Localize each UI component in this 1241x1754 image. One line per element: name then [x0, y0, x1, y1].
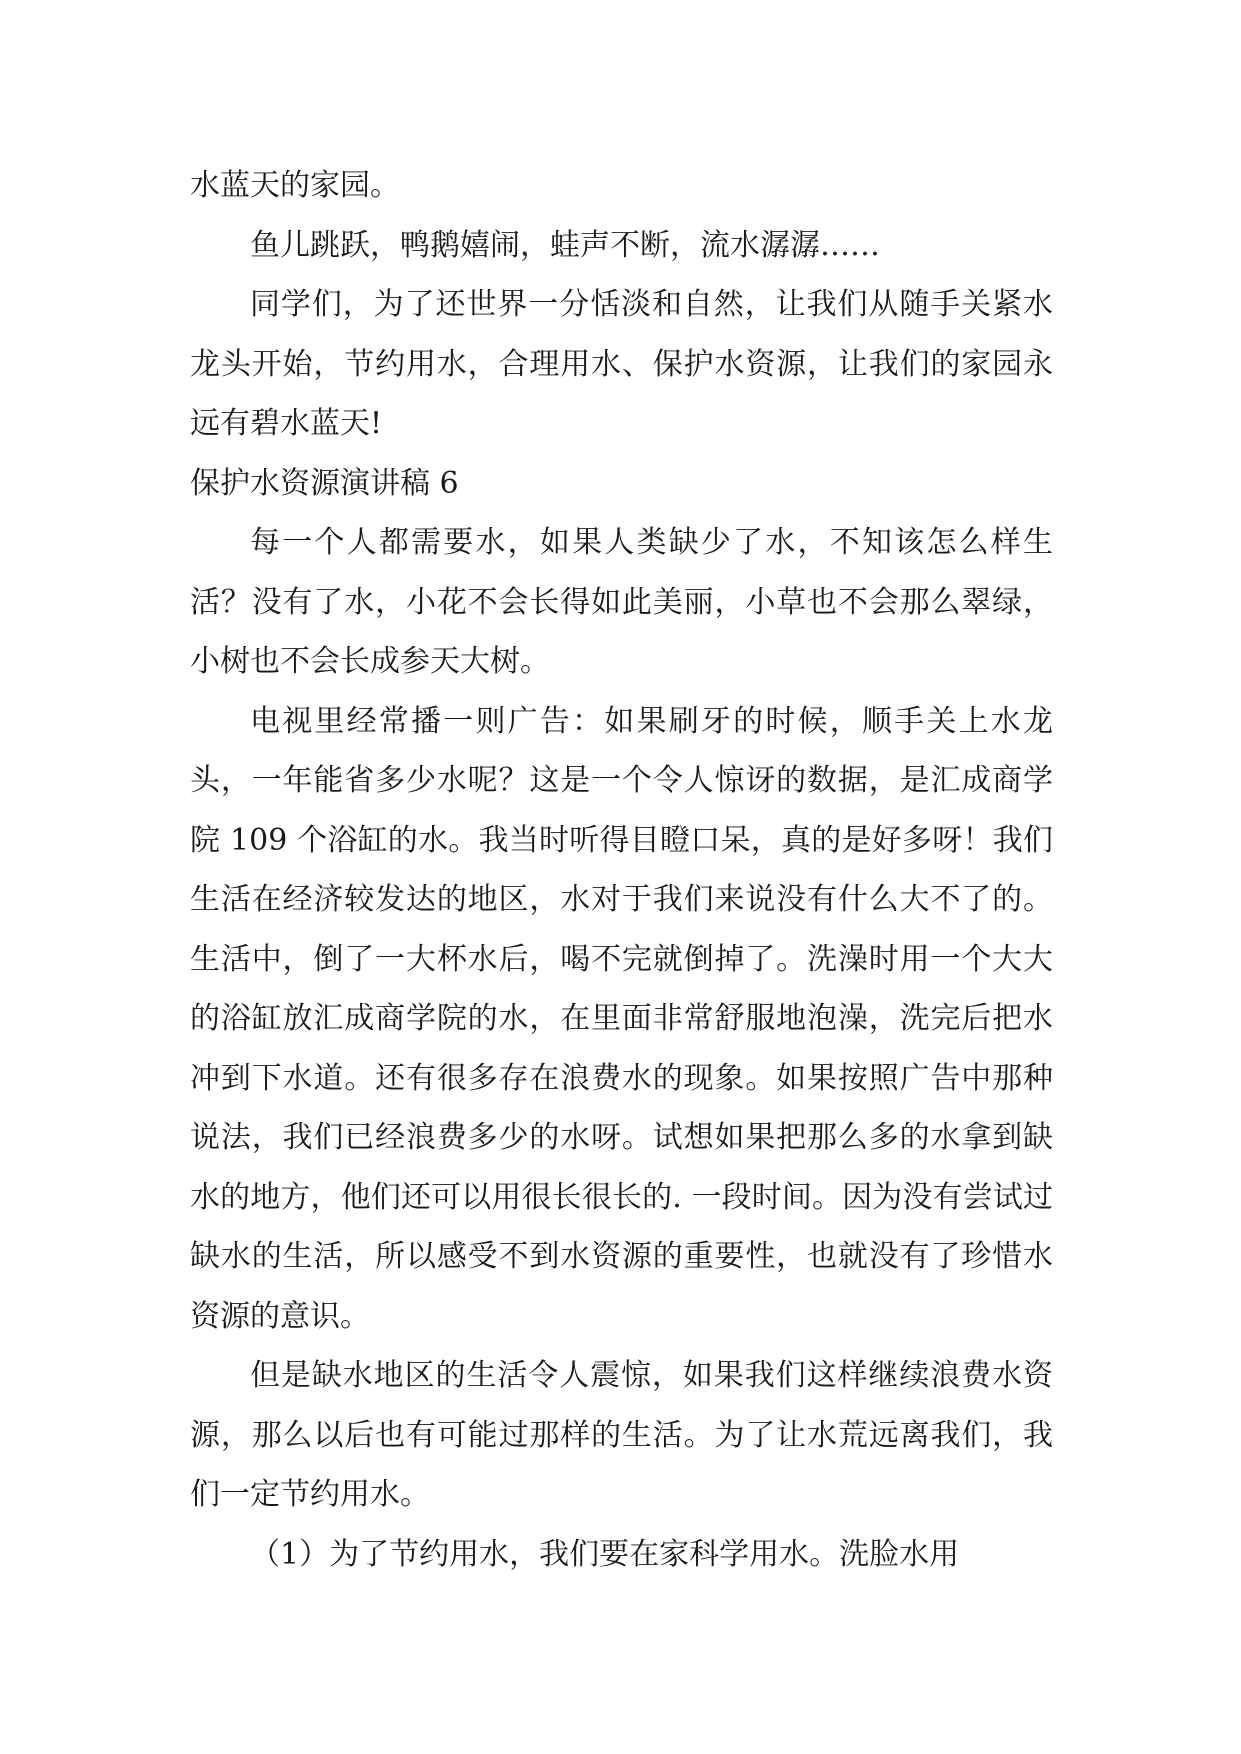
document-body: [190, 156, 1053, 1584]
paragraph-call-to-action: 同学们，为了还世界一分恬淡和自然，让我们从随手关紧水龙头开始，节约用水，合理用水、保护水资源，让我们的家园永远有碧水蓝天!: [190, 287, 1053, 441]
paragraph-water-shortage: 但是缺水地区的生活令人震惊，如果我们这样继续浪费水资源，那么以后也有可能过那样的生活。为了让水荒远离我们，我们一定节约用水。: [190, 1358, 1053, 1512]
list-item-1: （1）为了节约用水，我们要在家科学用水。洗脸水用: [250, 1536, 960, 1572]
section-heading: 保护水资源演讲稿 6: [190, 465, 459, 501]
paragraph-tv-advert: 电视里经常播一则广告：如果刷牙的时候，顺手关上水龙头，一年能省多少水呢？这是一个令人惊讶的数据，是汇成商学院 109 个浴缸的水。我当时听得目瞪口呆，真的是好多呀！我们生活在经济较发达的地区，水对于我们来说没有什么大不了的。生活中，倒了一大杯水后，喝不完就倒掉了。洗澡时用一个大大的浴缸放汇成商学院的水，在里面非常舒服地泡澡，洗完后把水冲到下水道。还有很多存在浪费水的现象。如果按照广告中那种说法，我们已经浪费多少的水呀。试想如果把那么多的水拿到缺水的地方，他们还可以用很长很长的. 一段时间。因为没有尝试过缺水的生活，所以感受不到水资源的重要性，也就没有了珍惜水资源的意识。: [190, 703, 1053, 1334]
paragraph-nature-scene: 鱼儿跳跃，鸭鹅嬉闹，蛙声不断，流水潺潺……: [250, 227, 880, 263]
paragraph-need-water: 每一个人都需要水，如果人类缺少了水，不知该怎么样生活？没有了水，小花不会长得如此美丽，小草也不会那么翠绿，小树也不会长成参天大树。: [190, 525, 1053, 679]
paragraph-continuation: 水蓝天的家园。: [190, 168, 400, 203]
